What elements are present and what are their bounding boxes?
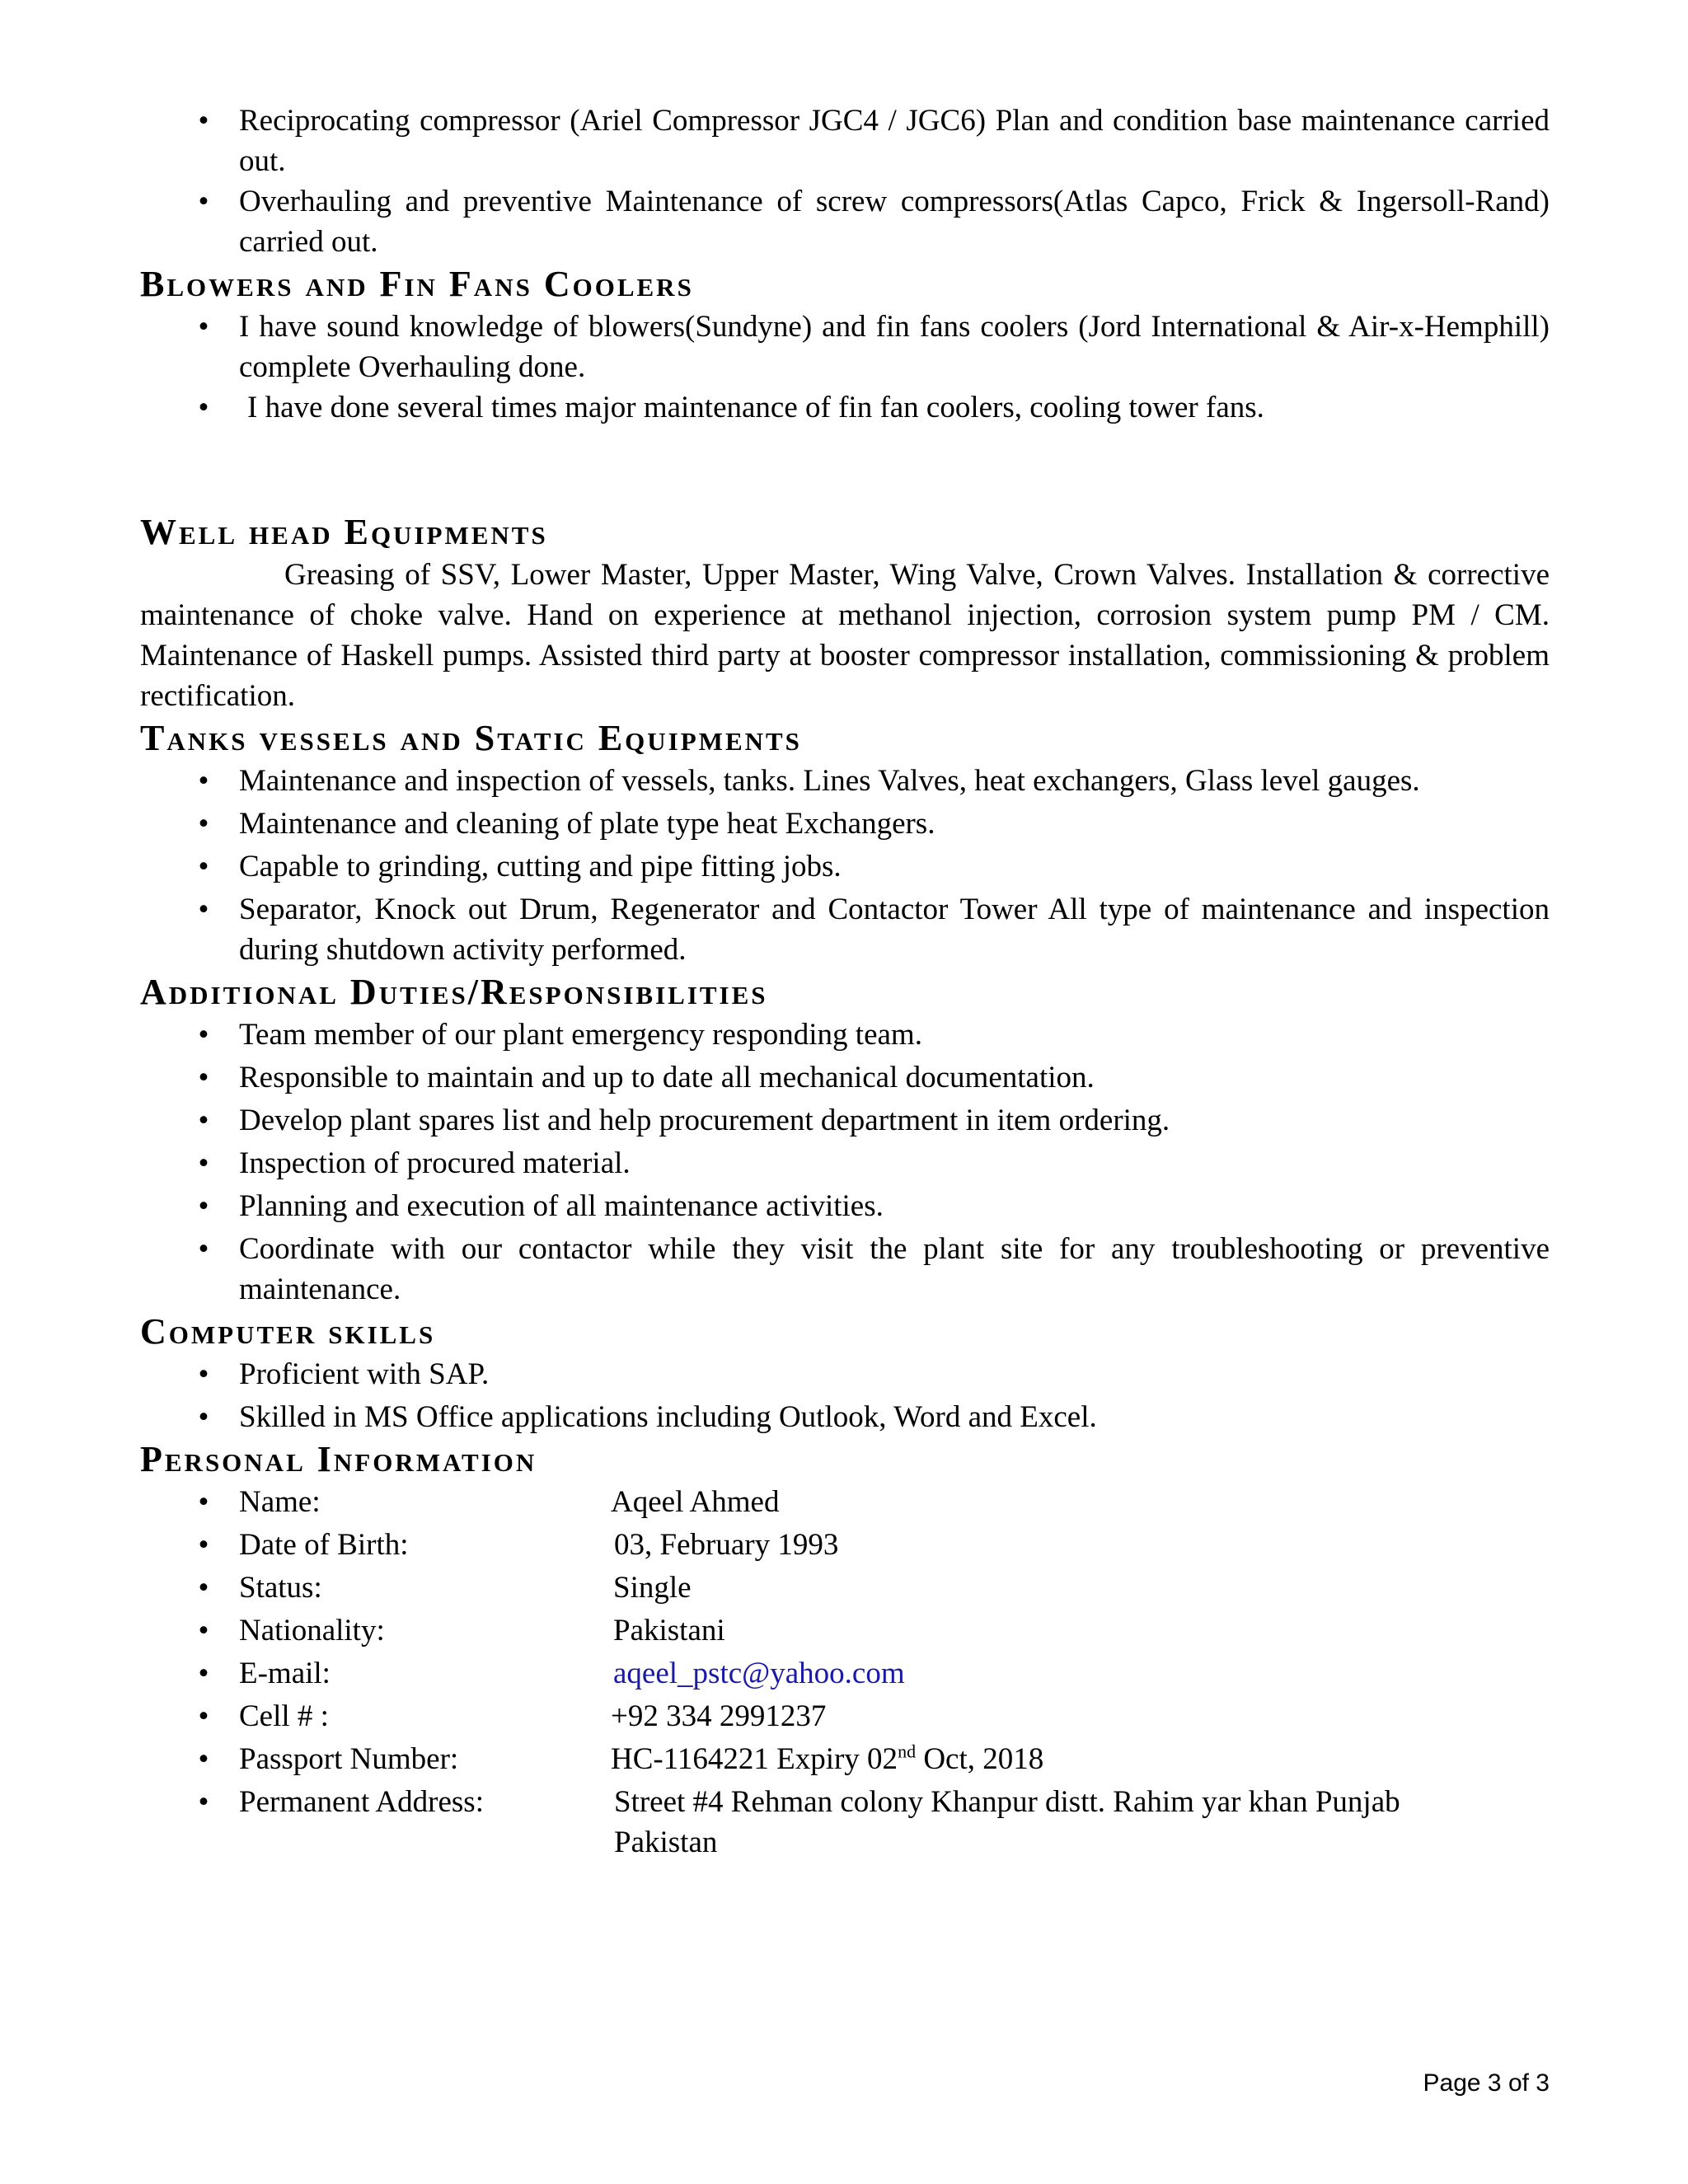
bullet-icon: • bbox=[198, 1400, 209, 1434]
personal-info-label: Permanent Address: bbox=[239, 1785, 484, 1819]
personal-info-row-passport bbox=[140, 1739, 1550, 1779]
section-heading-personal-information: Personal Information bbox=[140, 1439, 537, 1479]
bullet-icon: • bbox=[198, 1146, 209, 1180]
list-item bbox=[140, 804, 1550, 844]
personal-info-label: Nationality: bbox=[239, 1614, 385, 1647]
bullet-icon: • bbox=[198, 1104, 209, 1137]
personal-info-label: Passport Number: bbox=[239, 1742, 459, 1776]
section-heading-duties: Additional Duties/Responsibilities bbox=[140, 972, 768, 1012]
list-item-text: I have sound knowledge of blowers(Sundyne) and fin fans coolers (Jord International & Air-x-Hemphill) complete Overhauling done. bbox=[239, 310, 1550, 384]
section-heading-computer-skills: Computer skills bbox=[140, 1311, 436, 1352]
list-item bbox=[140, 846, 1550, 887]
list-item bbox=[140, 1143, 1550, 1183]
personal-info-label: Cell # : bbox=[239, 1699, 329, 1733]
list-item-text: Maintenance and cleaning of plate type heat Exchangers. bbox=[239, 807, 935, 841]
bullet-icon: • bbox=[198, 1785, 209, 1819]
list-item bbox=[140, 761, 1550, 801]
personal-info-value: Pakistani bbox=[613, 1614, 725, 1647]
personal-info-value bbox=[611, 1739, 1550, 1779]
bullet-icon: • bbox=[198, 1657, 209, 1690]
list-item bbox=[140, 889, 1550, 970]
bullet-icon: • bbox=[198, 764, 209, 798]
bullet-icon: • bbox=[198, 391, 209, 424]
bullet-icon: • bbox=[198, 893, 209, 926]
blowers-bullet-list bbox=[140, 307, 1550, 428]
list-item-text: Skilled in MS Office applications including Outlook, Word and Excel. bbox=[239, 1400, 1097, 1434]
duties-bullet-list bbox=[140, 1015, 1550, 1310]
bullet-icon: • bbox=[198, 1232, 209, 1266]
bullet-icon: • bbox=[198, 1018, 209, 1052]
personal-info-row-date-of-birth bbox=[140, 1525, 1550, 1565]
list-item-text: Reciprocating compressor (Ariel Compressor JGC4 / JGC6) Plan and condition base maintenance carried out. bbox=[239, 104, 1550, 178]
list-item-text: Separator, Knock out Drum, Regenerator and Contactor Tower All type of maintenance and inspection during shutdown activity performed. bbox=[239, 893, 1550, 967]
bullet-icon: • bbox=[198, 850, 209, 883]
bullet-icon: • bbox=[198, 104, 209, 138]
list-item bbox=[140, 1397, 1550, 1437]
personal-info-row-address bbox=[140, 1782, 1550, 1863]
computer-skills-bullet-list bbox=[140, 1354, 1550, 1437]
list-item-text: Inspection of procured material. bbox=[239, 1146, 631, 1180]
list-item-text: Responsible to maintain and up to date all mechanical documentation. bbox=[239, 1061, 1095, 1094]
personal-info-value: Single bbox=[613, 1571, 692, 1605]
list-item bbox=[140, 1057, 1550, 1098]
wellhead-paragraph: Greasing of SSV, Lower Master, Upper Master, Wing Valve, Crown Valves. Installation & corrective maintenance of choke valve. Hand on experience at methanol injection, corrosion system pump PM / CM. Maintenance of Haskell pumps. Assisted third party at booster compressor installation, commissioning & problem rectification. bbox=[140, 558, 1550, 713]
bullet-icon: • bbox=[198, 1742, 209, 1776]
page-content bbox=[140, 101, 1550, 1863]
list-item bbox=[140, 307, 1550, 387]
email-link[interactable]: aqeel_pstc@yahoo.com bbox=[613, 1657, 905, 1690]
personal-info-row-nationality bbox=[140, 1610, 1550, 1651]
passport-expiry-text: Oct, 2018 bbox=[916, 1742, 1044, 1776]
tanks-bullet-list bbox=[140, 761, 1550, 970]
list-item-text: Overhauling and preventive Maintenance of screw compressors(Atlas Capco, Frick & Ingersoll-Rand) carried out. bbox=[239, 185, 1550, 259]
bullet-icon: • bbox=[198, 1571, 209, 1605]
personal-info-value bbox=[611, 1782, 1550, 1863]
personal-info-list bbox=[140, 1482, 1550, 1863]
list-item bbox=[140, 181, 1550, 262]
bullet-icon: • bbox=[198, 807, 209, 841]
bullet-icon: • bbox=[198, 1485, 209, 1519]
section-heading-tanks: Tanks vessels and Static Equipments bbox=[140, 718, 802, 758]
bullet-icon: • bbox=[198, 1061, 209, 1094]
bullet-icon: • bbox=[198, 1699, 209, 1733]
bullet-icon: • bbox=[198, 1528, 209, 1562]
passport-number-text: HC-1164221 Expiry 02 bbox=[611, 1742, 898, 1776]
list-item-text: Team member of our plant emergency responding team. bbox=[239, 1018, 922, 1052]
personal-info-row-email bbox=[140, 1653, 1550, 1694]
ordinal-suffix: nd bbox=[898, 1741, 917, 1762]
page-number: Page 3 of 3 bbox=[1423, 2069, 1550, 2097]
bullet-icon: • bbox=[198, 185, 209, 218]
list-item-text: I have done several times major maintenance of fin fan coolers, cooling tower fans. bbox=[247, 391, 1264, 424]
personal-info-row-status bbox=[140, 1568, 1550, 1608]
section-heading-blowers: Blowers and Fin Fans Coolers bbox=[140, 264, 694, 304]
bullet-icon: • bbox=[198, 1189, 209, 1223]
personal-info-row-name bbox=[140, 1482, 1550, 1522]
personal-info-label: Name: bbox=[239, 1485, 321, 1519]
address-line-2: Pakistan bbox=[614, 1825, 718, 1859]
personal-info-row-cell bbox=[140, 1696, 1550, 1736]
list-item bbox=[140, 101, 1550, 181]
personal-info-value: +92 334 2991237 bbox=[611, 1699, 827, 1733]
list-item-text: Planning and execution of all maintenance activities. bbox=[239, 1189, 884, 1223]
bullet-icon: • bbox=[198, 310, 209, 344]
list-item-text: Maintenance and inspection of vessels, tanks. Lines Valves, heat exchangers, Glass level gauges. bbox=[239, 764, 1420, 798]
list-item-text: Develop plant spares list and help procurement department in item ordering. bbox=[239, 1104, 1170, 1137]
list-item bbox=[140, 1354, 1550, 1394]
intro-bullet-list bbox=[140, 101, 1550, 262]
list-item-text: Proficient with SAP. bbox=[239, 1357, 490, 1391]
list-item-text: Coordinate with our contactor while they visit the plant site for any troubleshooting or preventive maintenance. bbox=[239, 1232, 1550, 1306]
address-line-1: Street #4 Rehman colony Khanpur distt. Rahim yar khan Punjab bbox=[614, 1785, 1400, 1819]
personal-info-label: Date of Birth: bbox=[239, 1528, 409, 1562]
list-item bbox=[140, 1229, 1550, 1310]
personal-info-value: 03, February 1993 bbox=[614, 1528, 839, 1562]
list-item bbox=[140, 1100, 1550, 1141]
list-item-text: Capable to grinding, cutting and pipe fitting jobs. bbox=[239, 850, 842, 883]
personal-info-label: Status: bbox=[239, 1571, 322, 1605]
list-item bbox=[140, 387, 1550, 428]
section-heading-wellhead: Well head Equipments bbox=[140, 512, 548, 552]
section-spacer bbox=[140, 428, 1550, 510]
bullet-icon: • bbox=[198, 1614, 209, 1647]
list-item bbox=[140, 1186, 1550, 1226]
bullet-icon: • bbox=[198, 1357, 209, 1391]
personal-info-label: E-mail: bbox=[239, 1657, 331, 1690]
personal-info-value: Aqeel Ahmed bbox=[611, 1485, 780, 1519]
list-item bbox=[140, 1015, 1550, 1055]
